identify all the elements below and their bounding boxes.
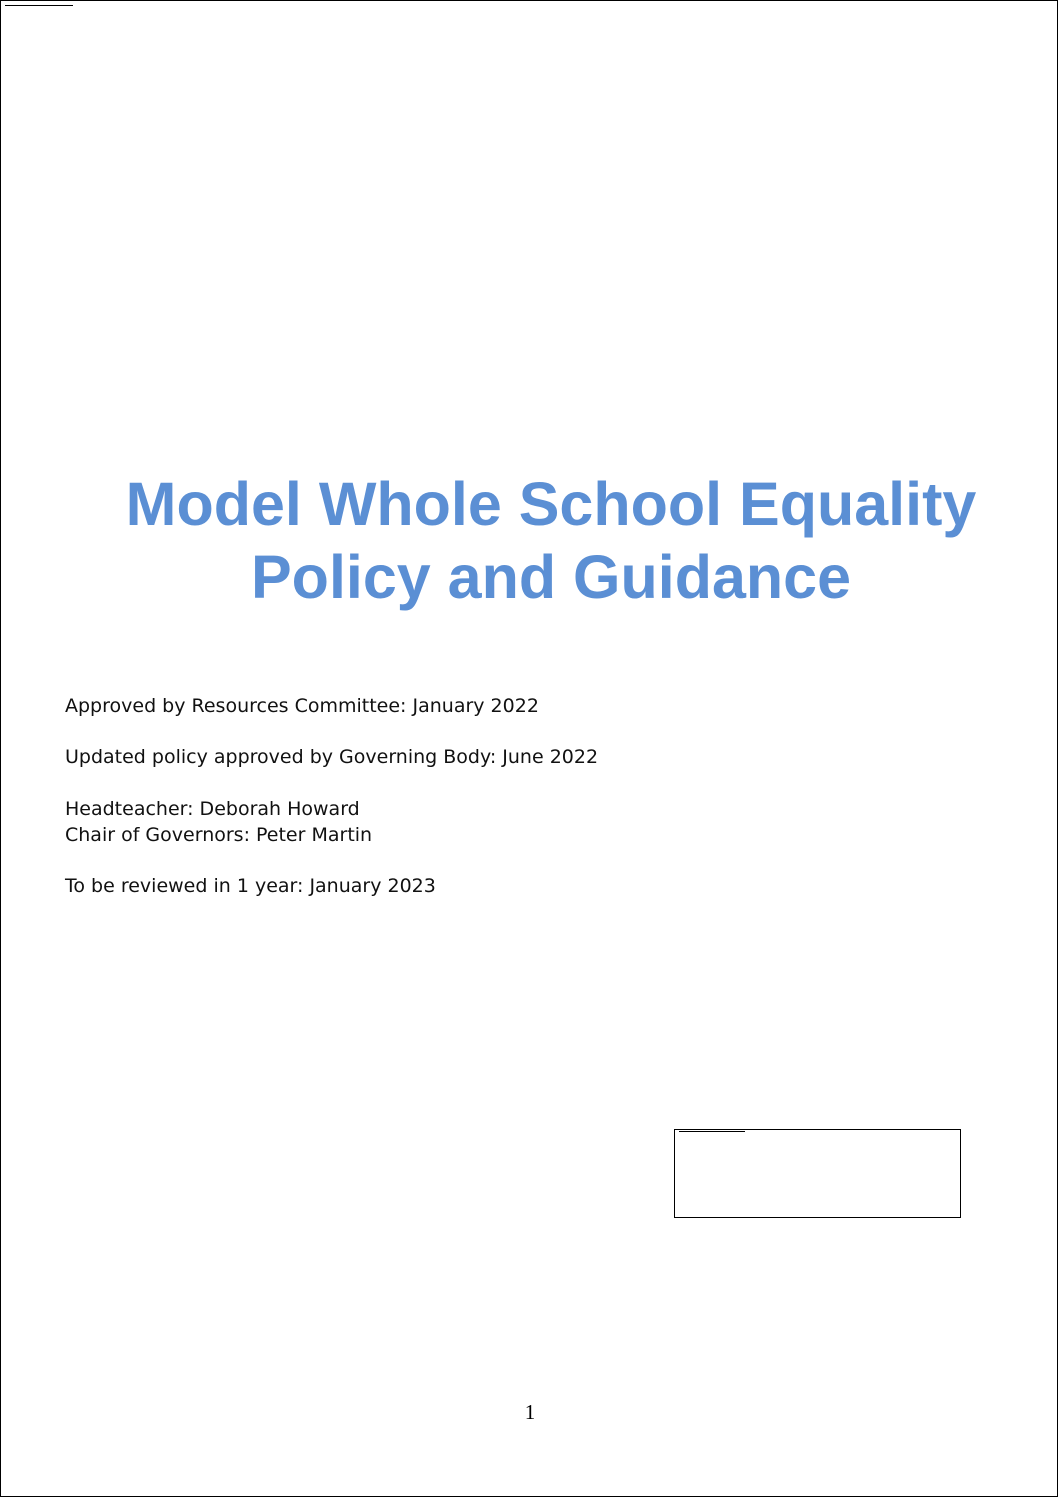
headteacher-line: Headteacher: Deborah Howard — [65, 798, 360, 820]
corner-mark — [5, 5, 73, 6]
chair-of-governors-line: Chair of Governors: Peter Martin — [65, 824, 373, 846]
document-title-line-1: Model Whole School Equality — [125, 470, 977, 538]
empty-stamp-box — [674, 1129, 961, 1218]
approval-resources-committee: Approved by Resources Committee: January 2022 — [65, 695, 539, 717]
stamp-box-mark — [679, 1131, 745, 1132]
approval-governing-body: Updated policy approved by Governing Body: June 2022 — [65, 746, 599, 768]
document-title-line-2: Policy and Guidance — [251, 543, 851, 611]
review-date-line: To be reviewed in 1 year: January 2023 — [65, 875, 436, 897]
page-number: 1 — [524, 1400, 536, 1424]
